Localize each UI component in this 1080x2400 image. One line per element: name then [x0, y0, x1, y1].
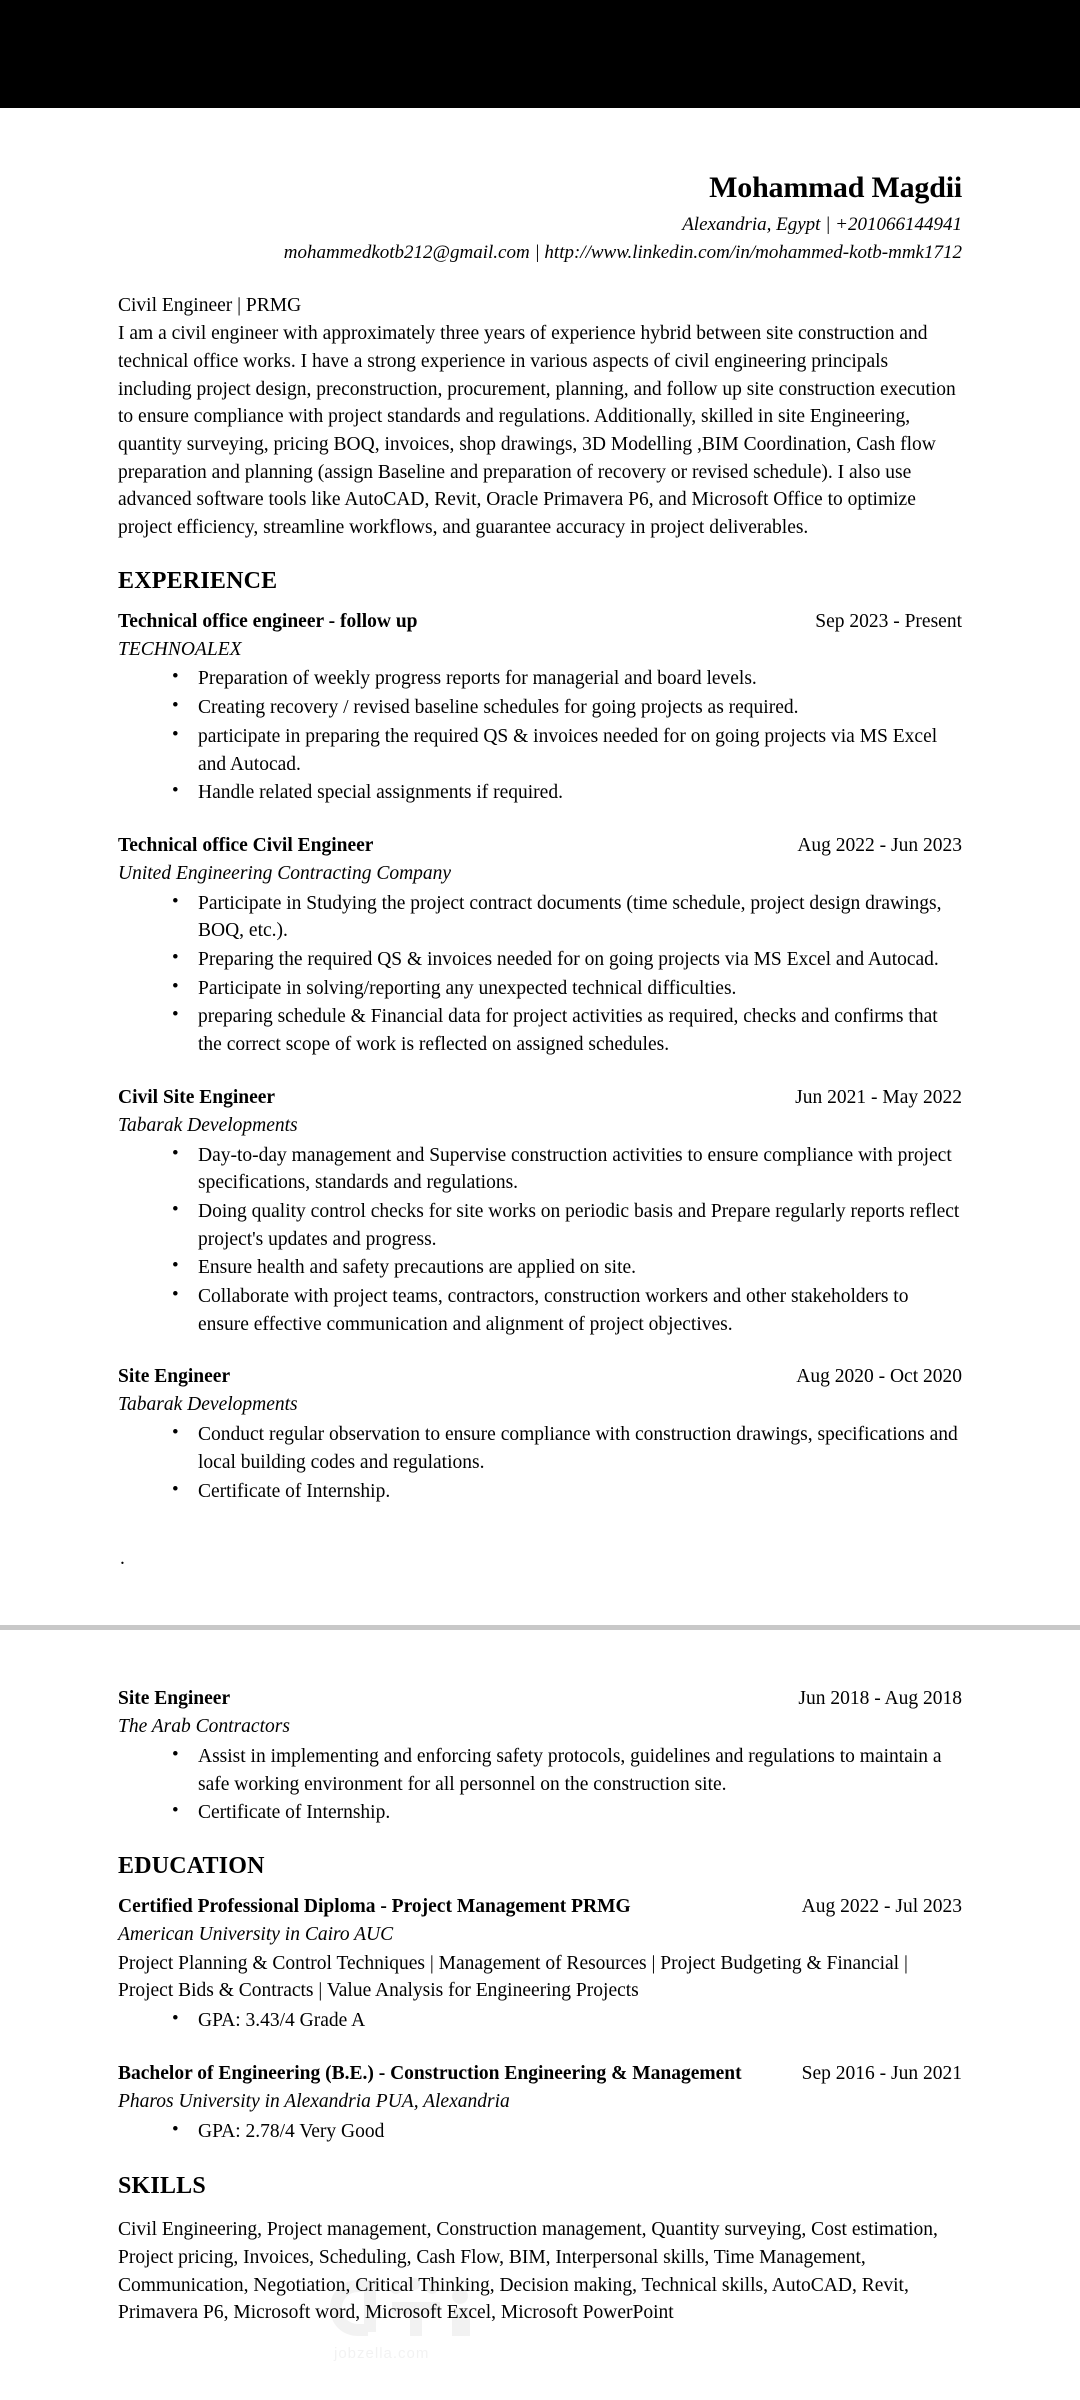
experience-list — [118, 609, 962, 1506]
skills-paragraph: Civil Engineering, Project management, Construction management, Quantity surveying, Cost estimation, Project pricing, Invoices, Scheduling, Cash Flow, BIM, Interpersonal skills, Time Management, Communication, Negotiation, Critical Thinking, Decision making, Technical skills, AutoCAD, Revit, Primavera P6, Microsoft word, Microsoft Excel, Microsoft PowerPoint — [118, 2219, 938, 2324]
job-company: Tabarak Developments — [118, 1394, 298, 1416]
professional-summary: I am a civil engineer with approximately three years of experience hybrid between site construction and technical office works. I have a strong experience in various aspects of civil engineering principals including project design, preconstruction, procurement, planning, and follow up site construction execution to ensure compliance with project standards and regulations. Additionally, skilled in site Engineering, quantity surveying, pricing BOQ, invoices, shop drawings, 3D Modelling ,BIM Coordination, Cash flow preparation and planning (assign Baseline and preparation of recovery or revised schedule). I also use advanced software tools like AutoCAD, Revit, Oracle Primavera P6, and Microsoft Office to optimize project efficiency, streamline workflows, and guarantee accuracy in project deliverables. — [118, 323, 956, 538]
job-company: TECHNOALEX — [118, 638, 242, 660]
education-bullets — [118, 2007, 962, 2035]
list-item: • Doing quality control checks for site works on periodic basis and Prepare regularly reports reflect project's updates and progress. — [172, 1198, 962, 1253]
job-title: Technical office engineer - follow up — [118, 610, 418, 632]
job-dates: Aug 2022 - Jun 2023 — [797, 834, 962, 856]
job-company: The Arab Contractors — [118, 1715, 290, 1737]
degree-dates: Sep 2016 - Jun 2021 — [801, 2062, 962, 2084]
list-item: • Conduct regular observation to ensure compliance with construction drawings, specifications and local building codes and regulations. — [172, 1421, 962, 1476]
degree-title: Certified Professional Diploma - Project Management PRMG — [118, 1895, 631, 1917]
job-bullets — [118, 1142, 962, 1339]
education-list — [118, 1894, 962, 2145]
list-item: • GPA: 3.43/4 Grade A — [172, 2007, 962, 2035]
job-bullets — [118, 665, 962, 806]
experience-entry — [118, 833, 962, 1059]
list-item: • Participate in Studying the project contract documents (time schedule, project design drawings, BOQ, etc.). — [172, 890, 962, 945]
list-item: • Day-to-day management and Supervise construction activities to ensure compliance with project specifications, standards and regulations. — [172, 1142, 962, 1197]
resume-page-1 — [0, 108, 1080, 1573]
job-title: Civil Site Engineer — [118, 1086, 276, 1108]
experience-entry — [118, 1364, 962, 1505]
education-bullets — [118, 2118, 962, 2146]
list-item: • Assist in implementing and enforcing safety protocols, guidelines and regulations to maintain a safe working environment for all personnel on the construction site. — [172, 1743, 962, 1798]
job-bullets — [118, 1421, 962, 1505]
experience-entry — [118, 1085, 962, 1339]
experience-entry — [118, 609, 962, 807]
svg-text:jobzella.com: jobzella.com — [334, 2345, 430, 2362]
job-bullets — [118, 1743, 962, 1827]
job-company: Tabarak Developments — [118, 1114, 298, 1136]
education-entry — [118, 1894, 962, 2035]
section-title-education: EDUCATION — [118, 1852, 265, 1879]
job-dates: Sep 2023 - Present — [815, 610, 962, 632]
list-item: • GPA: 2.78/4 Very Good — [172, 2118, 962, 2146]
contact-email-linkedin[interactable]: mohammedkotb212@gmail.com | http://www.linkedin.com/in/mohammed-kotb-mmk1712 — [283, 241, 962, 263]
entry-header — [118, 1364, 962, 1391]
job-bullets — [118, 890, 962, 1059]
job-company: United Engineering Contracting Company — [118, 862, 452, 884]
list-item: • Preparing the required QS & invoices needed for on going projects via MS Excel and Autocad. — [172, 946, 962, 974]
resume-page-2 — [0, 1630, 1080, 2327]
list-item: • Preparation of weekly progress reports for managerial and board levels. — [172, 665, 962, 693]
degree-dates: Aug 2022 - Jul 2023 — [801, 1895, 962, 1917]
job-title: Site Engineer — [118, 1688, 231, 1710]
entry-header — [118, 1686, 962, 1713]
entry-header — [118, 609, 962, 636]
experience-entry — [118, 1686, 962, 1827]
list-item: • Handle related special assignments if required. — [172, 779, 962, 807]
list-item: • Certificate of Internship. — [172, 1799, 962, 1827]
entry-header — [118, 833, 962, 860]
job-title: Technical office Civil Engineer — [118, 834, 374, 856]
resume-header — [118, 170, 962, 266]
entry-header — [118, 1085, 962, 1112]
section-title-skills: SKILLS — [118, 2173, 206, 2200]
list-item: • Ensure health and safety precautions are applied on site. — [172, 1254, 962, 1282]
degree-title: Bachelor of Engineering (B.E.) - Construction Engineering & Management — [118, 2062, 742, 2084]
job-dates: Jun 2018 - Aug 2018 — [798, 1688, 962, 1710]
section-title-experience: EXPERIENCE — [118, 567, 278, 594]
headline-role: Civil Engineer | PRMG — [118, 295, 302, 317]
list-item: • Participate in solving/reporting any unexpected technical difficulties. — [172, 975, 962, 1003]
list-item: • participate in preparing the required QS & invoices needed for on going projects via MS Excel and Autocad. — [172, 723, 962, 778]
status-bar — [0, 0, 1080, 108]
candidate-name: Mohammad Magdii — [709, 171, 962, 204]
contact-location-phone: Alexandria, Egypt | +201066144941 — [682, 214, 962, 236]
trailing-mark: . — [120, 1548, 125, 1570]
school-name: Pharos University in Alexandria PUA, Alexandria — [118, 2090, 510, 2112]
job-dates: Aug 2020 - Oct 2020 — [796, 1366, 962, 1388]
job-title: Site Engineer — [118, 1366, 231, 1388]
school-name: American University in Cairo AUC — [118, 1923, 394, 1945]
list-item: • Creating recovery / revised baseline schedules for going projects as required. — [172, 694, 962, 722]
list-item: • Collaborate with project teams, contractors, construction workers and other stakeholders to ensure effective communication and alignment of project objectives. — [172, 1283, 962, 1338]
entry-header — [118, 1894, 962, 1921]
entry-header — [118, 2061, 962, 2088]
page-bottom-spacer — [0, 1573, 1080, 1625]
list-item: • preparing schedule & Financial data for project activities as required, checks and confirms that the correct scope of work is reflected on assigned schedules. — [172, 1003, 962, 1058]
job-dates: Jun 2021 - May 2022 — [795, 1086, 962, 1108]
resume-document — [0, 108, 1080, 2327]
coursework-detail: Project Planning & Control Techniques | Management of Resources | Project Budgeting & Financial | Project Bids & Contracts | Value Analysis for Engineering Projects — [118, 1952, 908, 2002]
education-entry — [118, 2061, 962, 2146]
list-item: • Certificate of Internship. — [172, 1478, 962, 1506]
